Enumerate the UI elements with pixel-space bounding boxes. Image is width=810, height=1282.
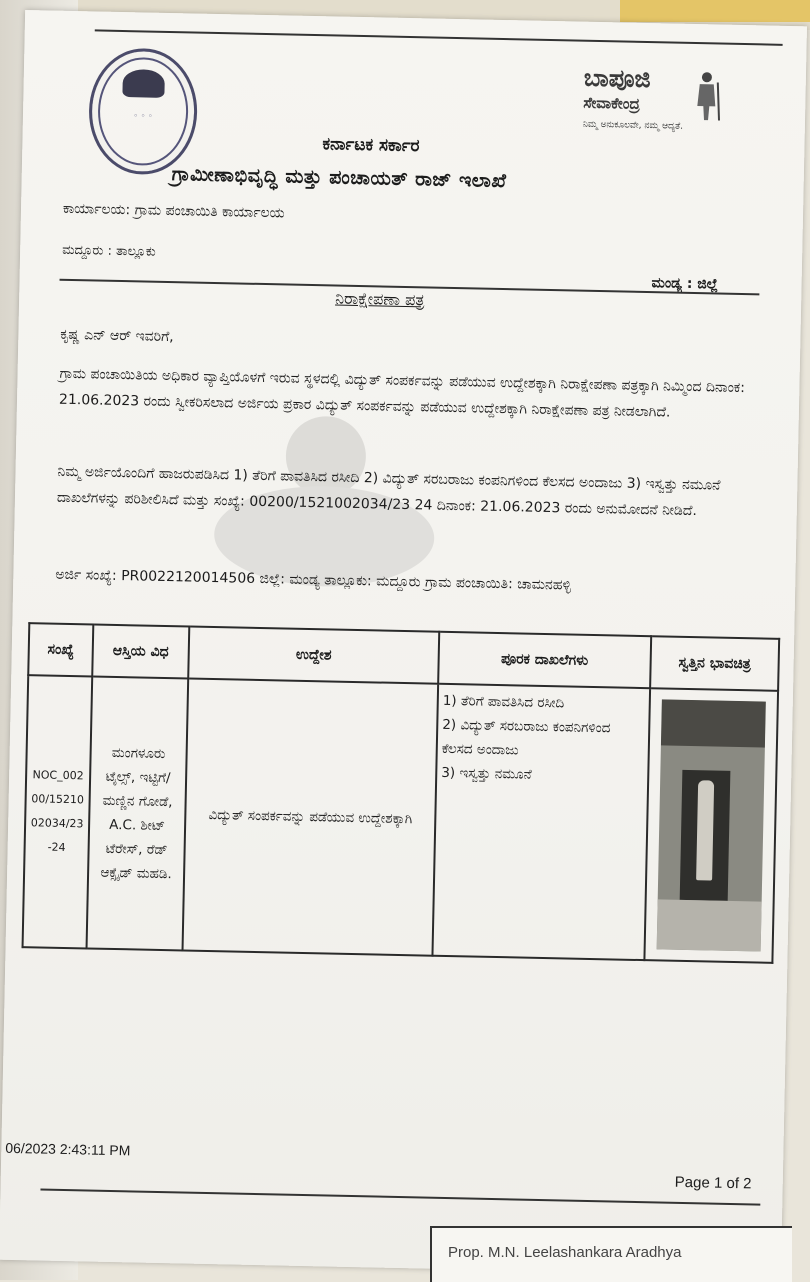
logo-title: ಬಾಪೂಜಿ bbox=[583, 63, 652, 94]
footer-divider bbox=[40, 1189, 760, 1206]
background-object bbox=[620, 0, 810, 22]
cell-photo bbox=[644, 688, 778, 963]
header-number: ಸಂಖ್ಯೆ bbox=[28, 623, 93, 676]
noc-details-table bbox=[22, 622, 781, 964]
government-seal-icon bbox=[88, 47, 199, 175]
photo-person bbox=[696, 780, 714, 880]
bapuji-seva-kendra-logo bbox=[583, 64, 734, 137]
photo-floor bbox=[657, 899, 762, 951]
government-title: ಕರ್ನಾಟಕ ಸರ್ಕಾರ bbox=[322, 134, 420, 157]
document-title: ನಿರಾಕ್ಷೇಪಣಾ ಪತ್ರ bbox=[335, 288, 425, 310]
document-item: 2) ವಿದ್ಯುತ್ ಸರಬರಾಜು ಕಂಪನಿಗಳಿಂದ ಕೆಲಸದ ಅಂದಾಜು bbox=[441, 716, 611, 759]
document-page bbox=[0, 10, 807, 1276]
print-timestamp: 06/2023 2:43:11 PM bbox=[5, 1139, 131, 1159]
district-line: ಮಂಡ್ಯ : ಜಿಲ್ಲೆ bbox=[651, 275, 719, 293]
cell-property-type: ಮಂಗಳೂರು ಟೈಲ್ಸ್, ಇಟ್ಟಿಗೆ/ಮಣ್ಣಿನ ಗೋಡೆ, A.C. ಶೀಟ್ ಟೆರೇಸ್, ರೆಡ್ ಆಕ್ಸೈಡ್ ಮಹಡಿ. bbox=[87, 676, 189, 950]
seal-ring: ◦ ◦ ◦ bbox=[133, 111, 153, 121]
header-property-type: ಆಸ್ತಿಯ ವಿಧ bbox=[92, 625, 189, 679]
header-documents: ಪೂರಕ ದಾಖಲೆಗಳು bbox=[438, 632, 651, 688]
emblem-icon bbox=[122, 69, 165, 98]
cell-number: NOC_00200/1521002034/23-24 bbox=[23, 675, 93, 948]
greeting: ಕೃಷ್ಣ ಎನ್ ಆರ್ ಇವರಿಗೆ, bbox=[60, 326, 174, 346]
paragraph-1: ಗ್ರಾಮ ಪಂಚಾಯಿತಿಯ ಅಧಿಕಾರ ವ್ಯಾಪ್ತಿಯೊಳಗೆ ಇರುವ ಸ್ಥಳದಲ್ಲಿ ವಿದ್ಯುತ್ ಸಂಪರ್ಕವನ್ನು ಪಡೆಯುವ ಉದ್ದೇಶಕ್ಕಾಗಿ ನಿರಾಕ್ಷೇಪಣಾ ಪತ್ರಕ್ಕಾಗಿ ನಿಮ್ಮಿಂದ ದಿನಾಂಕ: 21.06.2023 ರಂದು ಸ್ವೀಕರಿಸಲಾದ ಅರ್ಜಿಯ ಪ್ರಕಾರ ವಿದ್ಯುತ್ ಸಂಪರ್ಕವನ್ನು ಪಡೆಯುವ ಉದ್ದೇಶಕ್ಕಾಗಿ ನಿರಾಕ್ಷೇಪಣಾ ಪತ್ರ ನೀಡಲಾಗಿದೆ. bbox=[58, 365, 746, 421]
cell-documents bbox=[432, 684, 650, 960]
header-purpose: ಉದ್ದೇಶ bbox=[188, 627, 439, 684]
logo-tagline: ನಿಮ್ಮ ಅನುಕೂಲವೇ, ನಮ್ಮ ಆದ್ಯತೆ. bbox=[582, 119, 684, 132]
gandhi-figure-icon bbox=[689, 70, 724, 121]
cell-purpose: ವಿದ್ಯುತ್ ಸಂಪರ್ಕವನ್ನು ಪಡೆಯುವ ಉದ್ದೇಶಕ್ಕಾಗಿ bbox=[183, 679, 439, 956]
page-border-top bbox=[95, 29, 783, 45]
document-item: 3) ಇಸ್ವತ್ತು ನಮೂನೆ bbox=[441, 764, 532, 783]
proprietor-text: Prop. M.N. Leelashankara Aradhya bbox=[448, 1244, 682, 1261]
header-photo: ಸ್ವತ್ತಿನ ಭಾವಚಿತ್ರ bbox=[650, 636, 779, 691]
document-item: 1) ತೆರಿಗೆ ಪಾವತಿಸಿದ ರಸೀದಿ bbox=[442, 692, 565, 712]
property-photo bbox=[657, 699, 766, 951]
office-line: ಕಾರ್ಯಾಲಯ: ಗ್ರಾಮ ಪಂಚಾಯಿತಿ ಕಾರ್ಯಾಲಯ bbox=[62, 200, 285, 222]
department-title: ಗ್ರಾಮೀಣಾಭಿವೃದ್ಧಿ ಮತ್ತು ಪಂಚಾಯತ್ ರಾಜ್ ಇಲಾಖೆ bbox=[171, 163, 507, 193]
table-row bbox=[23, 675, 779, 963]
paragraph-2: ನಿಮ್ಮ ಅರ್ಜಿಯೊಂದಿಗೆ ಹಾಜರುಪಡಿಸಿದ 1) ತೆರಿಗೆ ಪಾವತಿಸಿದ ರಸೀದಿ 2) ವಿದ್ಯುತ್ ಸರಬರಾಜು ಕಂಪನಿಗಳಿಂದ ಕೆಲಸದ ಅಂದಾಜು 3) ಇಸ್ವತ್ತು ನಮೂನೆ ದಾಖಲೆಗಳನ್ನು ಪರಿಶೀಲಿಸಿದೆ ಮತ್ತು ಸಂಖ್ಯೆ: 00200/1521002034/23 24 ದಿನಾಂಕ: 21.06.2023 ರಂದು ಅನುಮೋದನೆ ನೀಡಿದೆ. bbox=[56, 463, 721, 520]
application-details: ಅರ್ಜಿ ಸಂಖ್ಯೆ: PR0022120014506 ಜಿಲ್ಲೆ: ಮಂಡ್ಯ ತಾಲ್ಲೂಕು: ಮದ್ದೂರು ಗ್ರಾಮ ಪಂಚಾಯಿತಿ: ಚಾಮನಹಳ್ಳಿ bbox=[55, 566, 572, 594]
taluk-line: ಮದ್ದೂರು : ತಾಲ್ಲೂಕು bbox=[61, 242, 156, 260]
photo-roof bbox=[661, 699, 766, 747]
logo-subtitle: ಸೇವಾಕೇಂದ್ರ bbox=[583, 93, 641, 113]
page-number: Page 1 of 2 bbox=[674, 1173, 752, 1193]
